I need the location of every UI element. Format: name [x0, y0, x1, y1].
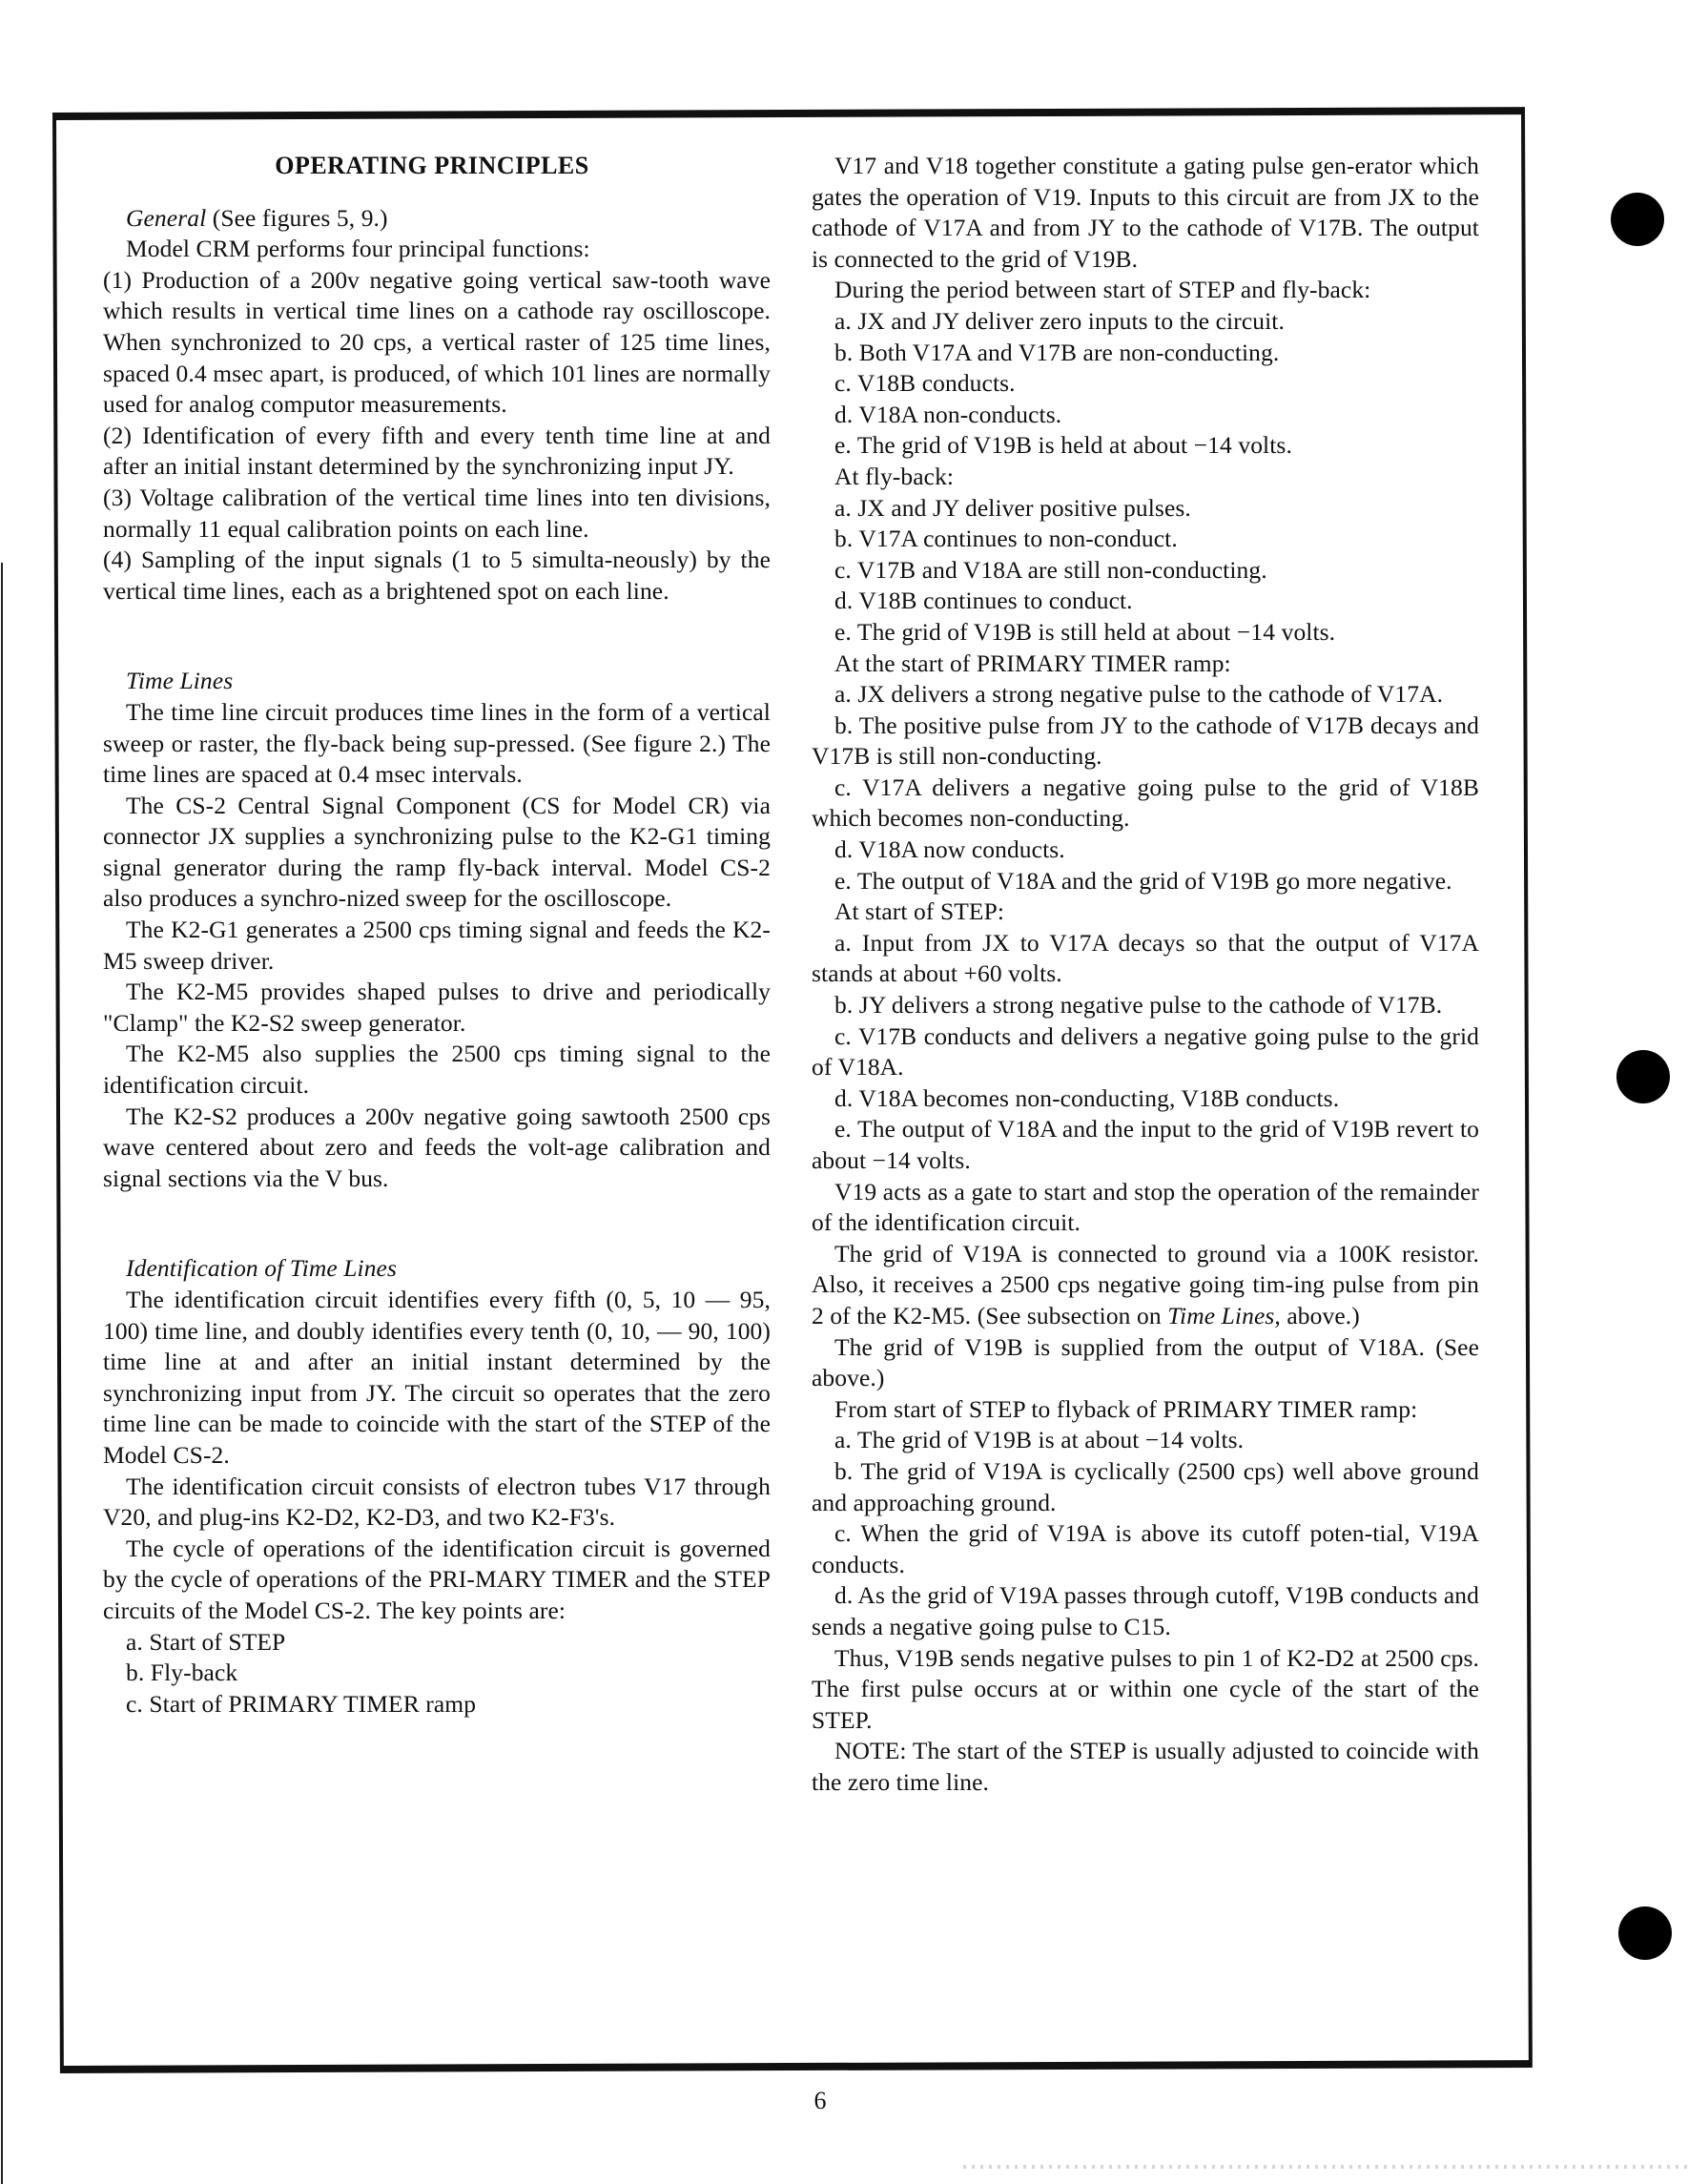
page-number: 6: [813, 2087, 827, 2114]
list-item: e. The grid of V19B is still held at about −14 volts.: [834, 617, 1336, 646]
identification-paragraph: The cycle of operations of the identification circuit is governed by the cycle of operations of the PRI-MARY TIMER and the STEP circuits of the Model CS-2. The key points are:: [103, 1534, 771, 1624]
function-2: (2) Identification of every fifth and every tenth time line at and after an initial instant determined by the synchronizing input JY.: [103, 421, 771, 481]
time-lines-paragraph: The K2-G1 generates a 2500 cps timing signal and feeds the K2-M5 sweep driver.: [103, 916, 771, 975]
general-intro: Model CRM performs four principal functions:: [126, 235, 590, 263]
general-heading-italic: General: [126, 203, 207, 232]
section-gap: [103, 1194, 771, 1253]
scan-edge-artifact: [1, 563, 3, 2184]
list-item: e. The output of V18A and the grid of V19B go more negative.: [834, 866, 1452, 895]
time-lines-paragraph: The K2-S2 produces a 200v negative going sawtooth 2500 cps wave centered about zero and feeds the volt-age calibration and signal sections via the V bus.: [103, 1102, 771, 1192]
list-item: c. V18B conducts.: [834, 369, 1016, 398]
key-point-item: a. Start of STEP: [126, 1627, 286, 1656]
punch-hole-middle: [1616, 1050, 1670, 1103]
period-label: During the period between start of STEP and fly-back:: [834, 276, 1371, 304]
key-point-item: b. Fly-back: [126, 1659, 238, 1687]
list-item: b. The positive pulse from JY to the cathode of V17B decays and V17B is still non-conducting.: [812, 711, 1479, 771]
list-item: c. V17B conducts and delivers a negative going pulse to the grid of V18A.: [812, 1021, 1479, 1082]
flyback-label: At fly-back:: [834, 462, 955, 490]
section-heading-identification: Identification of Time Lines: [126, 1254, 397, 1283]
punch-hole-top: [1611, 193, 1664, 246]
section-heading-time-lines: Time Lines: [126, 667, 234, 695]
time-lines-paragraph: The K2-M5 provides shaped pulses to drive and periodically "Clamp" the K2-S2 sweep generator.: [103, 978, 771, 1037]
step-to-flyback-label: From start of STEP to flyback of PRIMARY TIMER ramp:: [834, 1394, 1418, 1423]
section-heading-general: [103, 203, 771, 235]
note-paragraph: NOTE: The start of the STEP is usually adjusted to coincide with the zero time line.: [812, 1737, 1479, 1796]
v19a-grid-paragraph: [812, 1239, 1479, 1332]
list-item: b. V17A continues to non-conduct.: [834, 525, 1178, 553]
function-4: (4) Sampling of the input signals (1 to 5 simulta-neously) by the vertical time lines, each as a brightened spot on each line.: [103, 546, 771, 605]
list-item: c. V17B and V18A are still non-conducting.: [834, 555, 1267, 584]
time-lines-reference: Time Lines,: [1167, 1301, 1281, 1329]
list-item: c. V17A delivers a negative going pulse to the grid of V18B which becomes non-conducting.: [812, 773, 1479, 833]
v19b-grid-paragraph: The grid of V19B is supplied from the output of V18A. (See above.): [812, 1332, 1479, 1392]
list-item: d. V18B continues to conduct.: [834, 587, 1133, 615]
list-item: c. When the grid of V19A is above its cutoff poten-tial, V19A conducts.: [812, 1519, 1479, 1578]
list-item: a. JX and JY deliver positive pulses.: [834, 493, 1191, 522]
list-item: a. JX delivers a strong negative pulse to the cathode of V17A.: [834, 680, 1444, 709]
time-lines-paragraph: The time line circuit produces time lines in the form of a vertical sweep or raster, the fly-back being sup-pressed. (See figure 2.) The time lines are spaced at 0.4 msec intervals.: [103, 697, 771, 789]
list-item: b. Both V17A and V17B are non-conducting.: [834, 338, 1280, 366]
list-item: b. JY delivers a strong negative pulse to the cathode of V17B.: [834, 991, 1443, 1020]
thus-paragraph: Thus, V19B sends negative pulses to pin 1 of K2-D2 at 2500 cps. The first pulse occurs at or within one cycle of the start of the STEP.: [812, 1643, 1479, 1734]
list-item: d. V18A non-conducts.: [834, 400, 1062, 428]
v19a-grid-text: The grid of V19A is connected to ground via a 100K resistor. Also, it receives a 2500 cps negative going tim-ing pulse from pin 2 of the K2-M5. (See subsection on: [812, 1239, 1479, 1329]
list-item: a. JX and JY deliver zero inputs to the circuit.: [834, 306, 1285, 335]
time-lines-paragraph: The K2-M5 also supplies the 2500 cps timing signal to the identification circuit.: [103, 1040, 771, 1100]
function-1: (1) Production of a 200v negative going vertical saw-tooth wave which results in vertical time lines on a cathode ray oscilloscope. When synchronized to 20 cps, a vertical raster of 125 time lines, spaced 0.4 msec apart, is produced, of which 101 lines are normally used for analog computor measurements.: [103, 265, 771, 419]
list-item: b. The grid of V19A is cyclically (2500 cps) well above ground and approaching ground.: [812, 1456, 1479, 1516]
v19a-grid-suffix: above.): [1280, 1301, 1360, 1329]
identification-paragraph: The identification circuit consists of electron tubes V17 through V20, and plug-ins K2-D2, K2-D3, and two K2-F3's.: [103, 1472, 771, 1532]
list-item: d. As the grid of V19A passes through cutoff, V19B conducts and sends a negative going pulse to C15.: [812, 1581, 1479, 1640]
left-column: [103, 151, 771, 1720]
list-item: d. V18A becomes non-conducting, V18B conducts.: [834, 1083, 1340, 1112]
time-lines-paragraph: The CS-2 Central Signal Component (CS for Model CR) via connector JX supplies a synchronizing pulse to the K2-G1 timing signal generator during the ramp fly-back interval. Model CS-2 also produces a synchro-nized sweep for the oscilloscope.: [103, 791, 771, 913]
section-gap: [103, 607, 771, 666]
identification-paragraph: The identification circuit identifies every fifth (0, 5, 10 — 95, 100) time line, and doubly identifies every tenth (0, 10, — 90, 100) time line at and after an initial instant determined by the synchronizing input from JY. The circuit so operates that the zero time line can be made to coincide with the start of the STEP of the Model CS-2.: [103, 1286, 771, 1469]
list-item: e. The output of V18A and the input to the grid of V19B revert to about −14 volts.: [812, 1115, 1479, 1174]
page-title: OPERATING PRINCIPLES: [275, 152, 589, 179]
punch-hole-bottom: [1618, 1906, 1672, 1960]
key-point-item: c. Start of PRIMARY TIMER ramp: [126, 1689, 477, 1718]
list-item: a. Input from JX to V17A decays so that the output of V17A stands at about +60 volts.: [812, 928, 1479, 988]
gating-intro-paragraph: V17 and V18 together constitute a gating pulse gen-erator which gates the operation of V19. Inputs to this circuit are from JX to the cathode of V17A and from JY to the cathode of V17B. The output is connected to the grid of V19B.: [812, 152, 1479, 273]
general-heading-suffix: (See figures 5, 9.): [206, 203, 388, 232]
v19-gate-paragraph: V19 acts as a gate to start and stop the operation of the remainder of the identification circuit.: [812, 1177, 1479, 1237]
primary-timer-label: At the start of PRIMARY TIMER ramp:: [834, 649, 1231, 677]
list-item: d. V18A now conducts.: [834, 835, 1065, 864]
right-column: [812, 151, 1479, 1798]
list-item: e. The grid of V19B is held at about −14 volts.: [834, 431, 1292, 460]
start-of-step-label: At start of STEP:: [834, 897, 1005, 926]
function-3: (3) Voltage calibration of the vertical time lines into ten divisions, normally 11 equal calibration points on each line.: [103, 483, 771, 543]
scan-noise-artifact: [963, 2165, 1688, 2169]
list-item: a. The grid of V19B is at about −14 volts.: [834, 1426, 1245, 1454]
